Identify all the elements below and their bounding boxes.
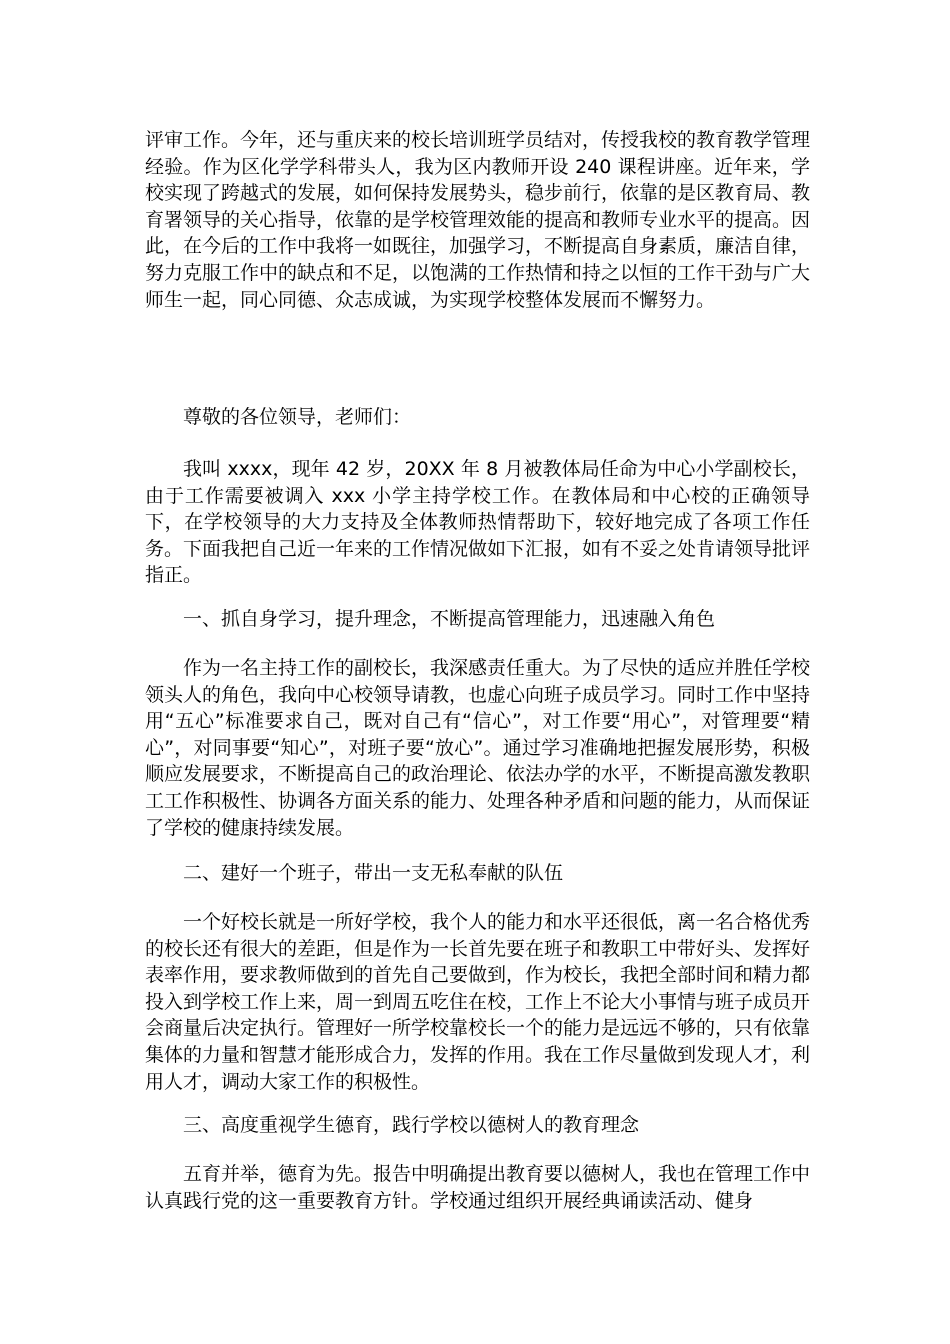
section-heading-1: 一、抓自身学习，提升理念，不断提高管理能力，迅速融入角色 (183, 608, 716, 630)
section-heading-3: 三、高度重视学生德育，践行学校以德树人的教育理念 (183, 1114, 640, 1136)
paragraph-section-3: 五育并举，德育为先。报告中明确提出教育要以德树人，我也在管理工作中认真践行党的这一重要教育方针。学校通过组织开展经典诵读活动、健身 (145, 1163, 811, 1212)
paragraph-section-2: 一个好校长就是一所好学校，我个人的能力和水平还很低，离一名合格优秀的校长还有很大的差距，但是作为一长首先要在班子和教职工中带好头、发挥好表率作用，要求教师做到的首先自己要做到，作为校长，我把全部时间和精力都投入到学校工作上来，周一到周五吃住在校，工作上不论大小事情与班子成员开会商量后决定执行。管理好一所学校靠校长一个的能力是远远不够的，只有依靠集体的力量和智慧才能形成合力，发挥的作用。我在工作尽量做到发现人才，利用人才，调动大家工作的积极性。 (145, 911, 811, 1093)
paragraph-section-1: 作为一名主持工作的副校长，我深感责任重大。为了尽快的适应并胜任学校领头人的角色，我向中心校领导请教，也虚心向班子成员学习。同时工作中坚持用“五心”标准要求自己，既对自己有“信心”，对工作要“用心”，对管理要“精心”，对同事要“知心”，对班子要“放心”。通过学习准确地把握发展形势，积极顺应发展要求，不断提高自己的政治理论、依法办学的水平，不断提高激发教职工工作积极性、协调各方面关系的能力、处理各种矛盾和问题的能力，从而保证了学校的健康持续发展。 (145, 657, 811, 839)
paragraph-self-introduction: 我叫 xxxx，现年 42 岁，20XX 年 8 月被教体局任命为中心小学副校长，由于工作需要被调入 xxx 小学主持学校工作。在教体局和中心校的正确领导下，在学校领导的大力支持及全体教师热情帮助下，较好地完成了各项工作任务。下面我把自己近一年来的工作情况做如下汇报，如有不妥之处肯请领导批评指正。 (145, 458, 811, 587)
paragraph-intro: 评审工作。今年，还与重庆来的校长培训班学员结对，传授我校的教育教学管理经验。作为区化学学科带头人，我为区内教师开设 240 课程讲座。近年来，学校实现了跨越式的发展，如何保持发展势头，稳步前行，依靠的是区教育局、教育署领导的关心指导，依靠的是学校管理效能的提高和教师专业水平的提高。因此，在今后的工作中我将一如既往，加强学习，不断提高自身素质，廉洁自律，努力克服工作中的缺点和不足，以饱满的工作热情和持之以恒的工作干劲与广大师生一起，同心同德、众志成诚，为实现学校整体发展而不懈努力。 (145, 129, 811, 311)
salutation: 尊敬的各位领导，老师们： (183, 406, 412, 428)
section-heading-2: 二、建好一个班子，带出一支无私奉献的队伍 (183, 862, 564, 884)
